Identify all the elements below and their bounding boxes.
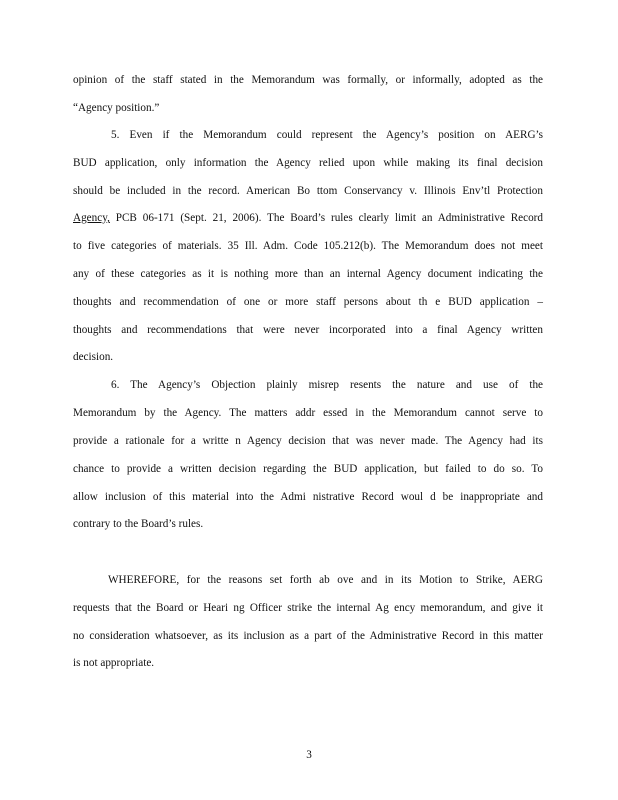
body-line: contrary to the Board’s rules. [73, 518, 204, 530]
case-citation-fragment: Agency, [73, 212, 110, 224]
body-line: thoughts and recommendations that were never incorporated into a final Agency written [73, 324, 543, 336]
paragraph-5-first-line: 5. Even if the Memorandum could represent the Agency’s position on AERG’s [111, 129, 543, 141]
page-number: 3 [306, 749, 312, 761]
paragraph-6-first-line: 6. The Agency’s Objection plainly misrep resents the nature and use of the [111, 379, 543, 391]
body-line: decision. [73, 351, 114, 363]
body-line: provide a rationale for a writte n Agency decision that was never made. The Agency had its [73, 435, 543, 447]
body-line-with-citation: Agency, PCB 06-171 (Sept. 21, 2006). The Board’s rules clearly limit an Administrative Record [73, 212, 543, 224]
body-line: BUD application, only information the Agency relied upon while making its final decision [73, 157, 543, 169]
body-line: chance to provide a written decision regarding the BUD application, but failed to do so. To [73, 463, 543, 475]
wherefore-first-line: WHEREFORE, for the reasons set forth ab ove and in its Motion to Strike, AERG [108, 574, 543, 586]
body-line: should be included in the record. American Bo ttom Conservancy v. Illinois Env’tl Protection [73, 185, 543, 197]
body-line: opinion of the staff stated in the Memorandum was formally, or informally, adopted as the [73, 74, 543, 86]
body-line: requests that the Board or Heari ng Officer strike the internal Ag ency memorandum, and give it [73, 602, 543, 614]
body-line: Memorandum by the Agency. The matters addr essed in the Memorandum cannot serve to [73, 407, 543, 419]
body-line: any of these categories as it is nothing more than an internal Agency document indicating the [73, 268, 543, 280]
body-line: allow inclusion of this material into the Admi nistrative Record woul d be inappropriate and [73, 491, 543, 503]
body-line: thoughts and recommendation of one or more staff persons about th e BUD application – [73, 296, 543, 308]
body-line: no consideration whatsoever, as its inclusion as a part of the Administrative Record in this matter [73, 630, 543, 642]
body-line: to five categories of materials. 35 Ill. Adm. Code 105.212(b). The Memorandum does not meet [73, 240, 543, 252]
body-line: “Agency position.” [73, 102, 160, 114]
body-line: is not appropriate. [73, 657, 155, 669]
